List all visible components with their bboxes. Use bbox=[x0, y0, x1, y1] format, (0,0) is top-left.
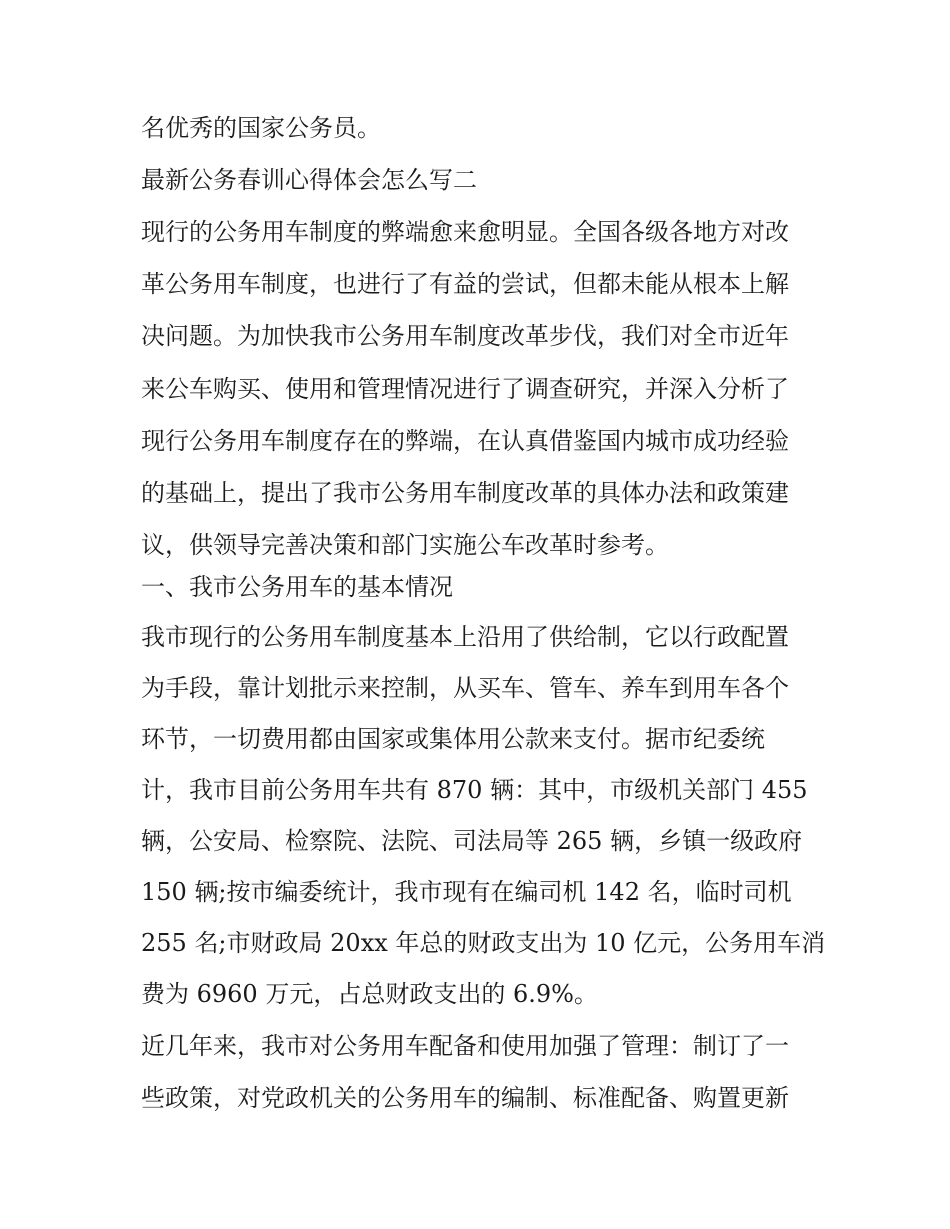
text-line: 255 名;市财政局 20xx 年总的财政支出为 10 亿元，公务用车消 bbox=[141, 929, 826, 957]
text-line: 计，我市目前公务用车共有 870 辆：其中，市级机关部门 455 bbox=[141, 776, 808, 804]
text-line: 名优秀的国家公务员。 bbox=[141, 114, 381, 142]
text-line: 费为 6960 万元，占总财政支出的 6.9%。 bbox=[141, 980, 598, 1008]
text-line: 议，供领导完善决策和部门实施公车改革时参考。 bbox=[141, 531, 669, 559]
text-line: 环节，一切费用都由国家或集体用公款来支付。据市纪委统 bbox=[141, 725, 765, 753]
text-line: 为手段，靠计划批示来控制，从买车、管车、养车到用车各个 bbox=[141, 674, 789, 702]
text-line: 现行的公务用车制度的弊端愈来愈明显。全国各级各地方对改 bbox=[141, 218, 789, 246]
text-line: 近几年来，我市对公务用车配备和使用加强了管理：制订了一 bbox=[141, 1032, 789, 1060]
text-line: 革公务用车制度，也进行了有益的尝试，但都未能从根本上解 bbox=[141, 270, 789, 298]
text-line: 些政策，对党政机关的公务用车的编制、标准配备、购置更新 bbox=[141, 1084, 789, 1112]
text-line: 辆，公安局、检察院、法院、司法局等 265 辆，乡镇一级政府 bbox=[141, 827, 803, 855]
section-heading: 一、我市公务用车的基本情况 bbox=[141, 573, 453, 601]
text-line: 的基础上，提出了我市公务用车制度改革的具体办法和政策建 bbox=[141, 479, 789, 507]
text-line: 决问题。为加快我市公务用车制度改革步伐，我们对全市近年 bbox=[141, 322, 789, 350]
text-line: 现行公务用车制度存在的弊端，在认真借鉴国内城市成功经验 bbox=[141, 427, 789, 455]
section-heading: 最新公务春训心得体会怎么写二 bbox=[141, 166, 477, 194]
text-line: 150 辆;按市编委统计，我市现有在编司机 142 名，临时司机 bbox=[141, 878, 792, 906]
text-line: 我市现行的公务用车制度基本上沿用了供给制，它以行政配置 bbox=[141, 623, 789, 651]
text-line: 来公车购买、使用和管理情况进行了调查研究，并深入分析了 bbox=[141, 375, 789, 403]
